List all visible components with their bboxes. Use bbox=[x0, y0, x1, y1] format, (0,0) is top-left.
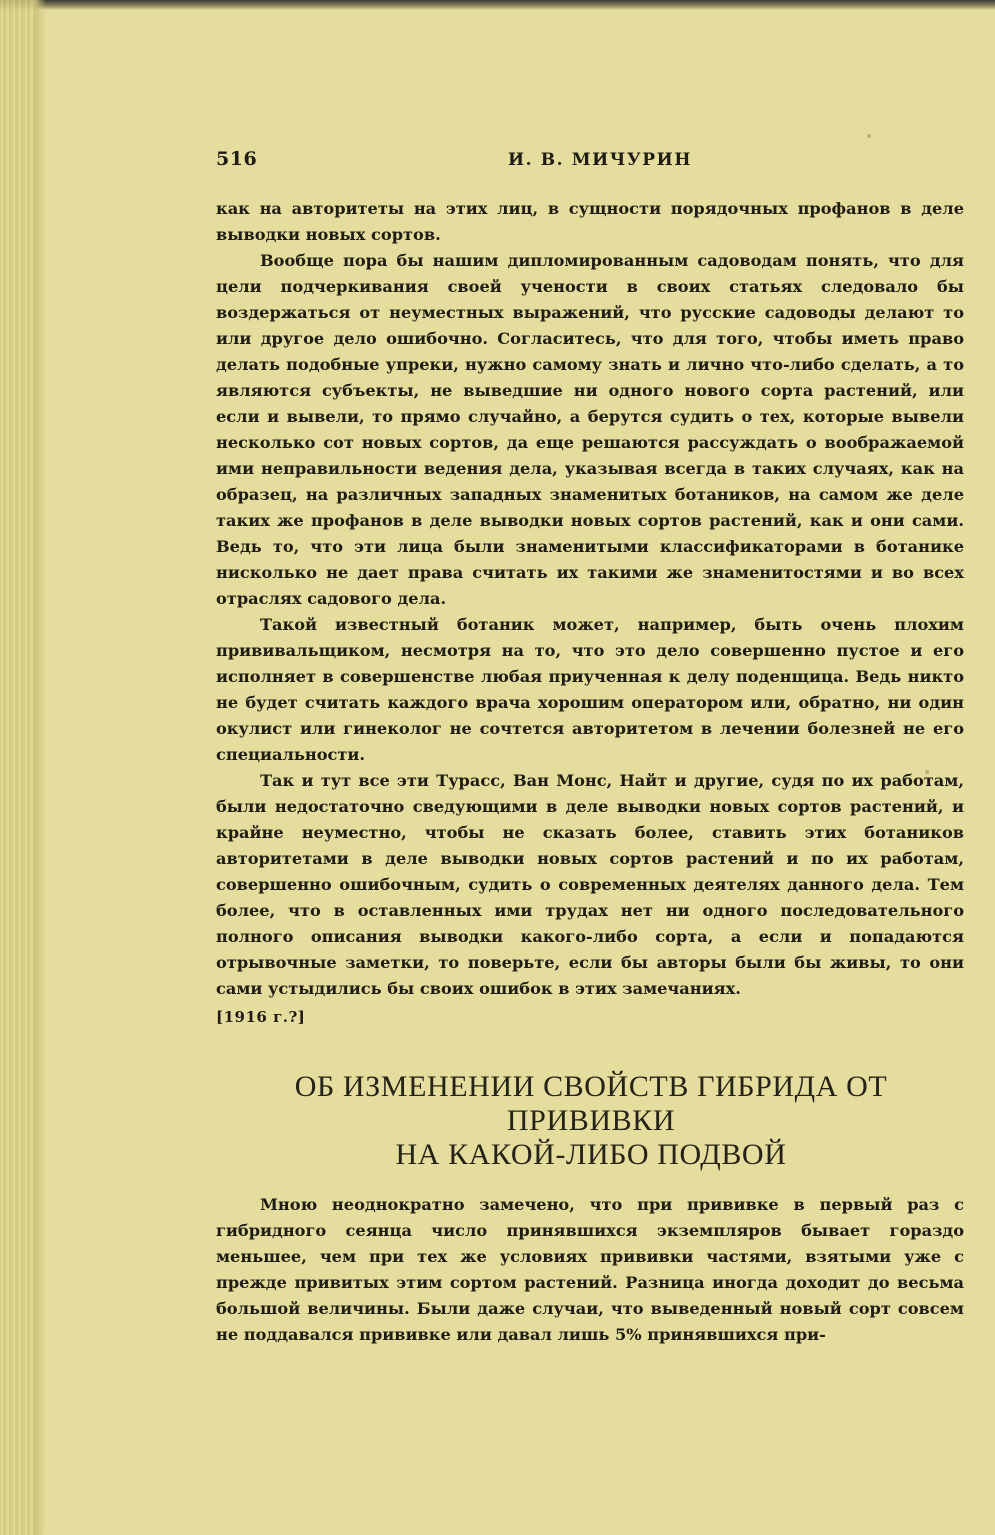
paragraph: как на авторитеты на этих лиц, в сущности порядочных профанов в деле выводки новых сортов. bbox=[216, 199, 964, 244]
section-title-line: НА КАКОЙ-ЛИБО ПОДВОЙ bbox=[395, 1138, 787, 1171]
running-head bbox=[216, 140, 964, 180]
section-title-line: ОБ ИЗМЕНЕНИИ СВОЙСТВ ГИБРИДА ОТ ПРИВИВКИ bbox=[294, 1070, 888, 1137]
article-continuation bbox=[216, 196, 964, 1002]
book-page bbox=[216, 140, 964, 1348]
section-body bbox=[216, 1192, 964, 1348]
paper-speck bbox=[867, 134, 871, 138]
section-title bbox=[218, 1070, 964, 1172]
book-page-edges bbox=[0, 0, 34, 1535]
scan-top-edge bbox=[0, 0, 995, 10]
paragraph: Мною неоднократно замечено, что при прививке в первый раз с гибридного сеянца число принявшихся экземпляров бывает гораздо меньшее, чем при тех же условиях прививки частями, взятыми уже с прежде привитых этим сортом растений. Разница иногда доходит до весьма большой величины. Были даже случаи, что выведенный новый сорт совсем не поддавался прививке или давал лишь 5% принявшихся при- bbox=[216, 1195, 964, 1344]
running-title: И. В. МИЧУРИН bbox=[508, 150, 693, 170]
page-number: 516 bbox=[216, 148, 258, 170]
paragraph: Так и тут все эти Турасс, Ван Монс, Найт и другие, судя по их работам, были недостаточно сведующими в деле выводки новых сортов растений, и крайне неуместно, чтобы не сказать более, ставить этих ботаников авторитетами в деле выводки новых сортов растений и по их работам, совершенно ошибочным, судить о современных деятелях данного дела. Тем более, что в оставленных ими трудах нет ни одного последовательного полного описания выводки какого-либо сорта, а если и попадаются отрывочные заметки, то поверьте, если бы авторы были бы живы, то они сами устыдились бы своих ошибок в этих замечаниях. bbox=[216, 771, 964, 998]
paragraph: Такой известный ботаник может, например, быть очень плохим прививальщиком, несмотря на то, что это дело совершенно пустое и его исполняет в совершенстве любая приученная к делу поденщица. Ведь никто не будет считать каждого врача хорошим оператором или, обратно, ни один окулист или гинеколог не сочтется авторитетом в лечении болезней не его специальности. bbox=[216, 615, 964, 764]
binding-shadow bbox=[34, 0, 46, 1535]
paragraph: Вообще пора бы нашим дипломированным садоводам понять, что для цели подчеркивания своей учености в своих статьях следовало бы воздержаться от неуместных выражений, что русские садоводы делают то или другое дело ошибочно. Согласитесь, что для того, чтобы иметь право делать подобные упреки, нужно самому знать и лично что-либо сделать, а то являются субъекты, не выведшие ни одного нового сорта растений, или если и вывели, то прямо случайно, а берутся судить о тех, которые вывели несколько сот новых сортов, да еще решаются рассуждать о воображаемой ими неправильности ведения дела, указывая всегда в таких случаях, как на образец, на различных западных знаменитых ботаников, на самом же деле таких же профанов в деле выводки новых сортов растений, как и они сами. Ведь то, что эти лица были знаменитыми классификаторами в ботанике нисколько не дает права считать их такими же знаменитостями и во всех отраслях садового дела. bbox=[216, 251, 964, 608]
date-note: [1916 г.?] bbox=[216, 1008, 306, 1026]
